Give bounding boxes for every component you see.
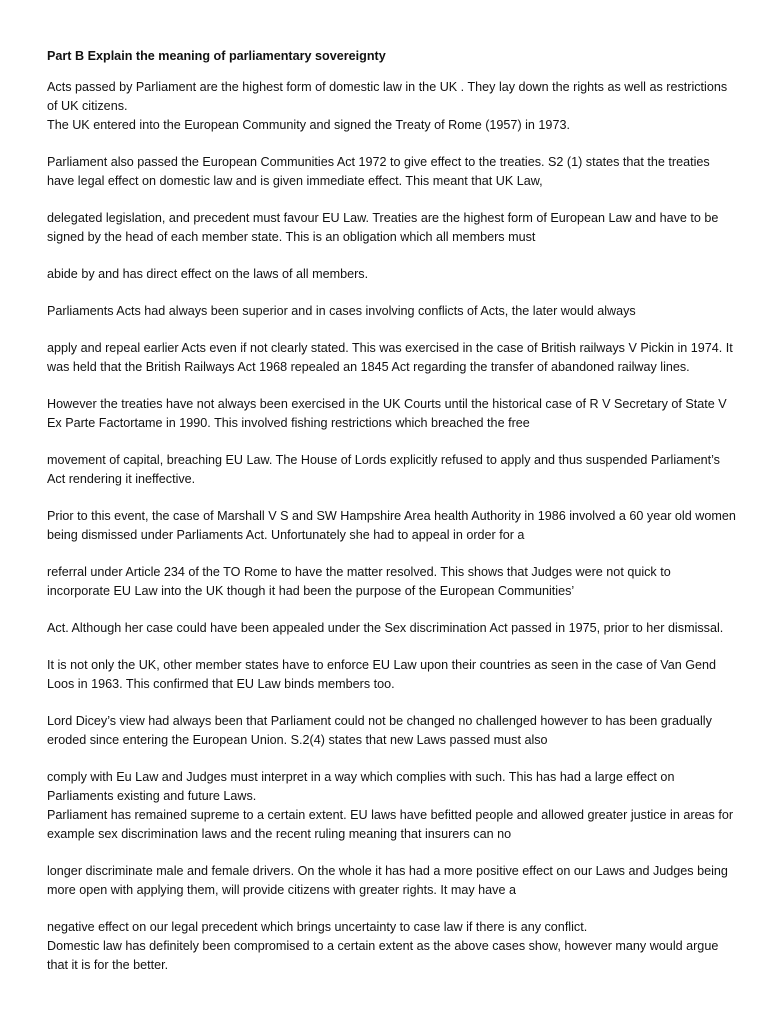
- paragraph: apply and repeal earlier Acts even if not clearly stated. This was exercised in the case of British railways V Pickin in 1974. It was held that the British Railways Act 1968 repealed an 1845 Act regarding the transfer of abandoned railway lines.: [47, 341, 733, 374]
- paragraph: negative effect on our legal precedent which brings uncertainty to case law if there is any conflict.: [47, 920, 588, 934]
- paragraph: Lord Dicey’s view had always been that Parliament could not be changed no challenged however to has been gradually eroded since entering the European Union. S.2(4) states that new Laws passed must also: [47, 714, 712, 747]
- paragraph: Domestic law has definitely been compromised to a certain extent as the above cases show, however many would argue that it is for the better.: [47, 939, 719, 972]
- paragraph: The UK entered into the European Community and signed the Treaty of Rome (1957) in 1973.: [47, 118, 570, 132]
- paragraph: Prior to this event, the case of Marshall V S and SW Hampshire Area health Authority in 1986 involved a 60 year old women being dismissed under Parliaments Act. Unfortunately she had to appeal in order for a: [47, 509, 736, 542]
- paragraph: movement of capital, breaching EU Law. The House of Lords explicitly refused to apply and thus suspended Parliament’s Act rendering it ineffective.: [47, 453, 720, 486]
- paragraph: referral under Article 234 of the TO Rome to have the matter resolved. This shows that Judges were not quick to incorporate EU Law into the UK though it had been the purpose of the European Communities’: [47, 565, 671, 598]
- paragraph: However the treaties have not always been exercised in the UK Courts until the historical case of R V Secretary of State V Ex Parte Factortame in 1990. This involved fishing restrictions which breached the free: [47, 397, 727, 430]
- document-page: [47, 47, 737, 975]
- paragraph: abide by and has direct effect on the laws of all members.: [47, 267, 369, 281]
- document-heading: Part B Explain the meaning of parliamentary sovereignty: [47, 49, 386, 63]
- paragraph: Parliament has remained supreme to a certain extent. EU laws have befitted people and allowed greater justice in areas for example sex discrimination laws and the recent ruling meaning that insurers can no: [47, 808, 734, 841]
- paragraph: Parliaments Acts had always been superior and in cases involving conflicts of Acts, the later would always: [47, 304, 636, 318]
- paragraph: Parliament also passed the European Communities Act 1972 to give effect to the treaties. S2 (1) states that the treaties have legal effect on domestic law and is given immediate effect. This meant that UK Law,: [47, 155, 710, 188]
- paragraph: longer discriminate male and female drivers. On the whole it has had a more positive effect on our Laws and Judges being more open with applying them, will provide citizens with greater rights. It may have a: [47, 864, 728, 897]
- paragraph: Acts passed by Parliament are the highest form of domestic law in the UK . They lay down the rights as well as restrictions of UK citizens.: [47, 80, 728, 113]
- paragraph: delegated legislation, and precedent must favour EU Law. Treaties are the highest form of European Law and have to be signed by the head of each member state. This is an obligation which all members must: [47, 211, 719, 244]
- paragraph: It is not only the UK, other member states have to enforce EU Law upon their countries as seen in the case of Van Gend Loos in 1963. This confirmed that EU Law binds members too.: [47, 658, 717, 691]
- paragraph: Act. Although her case could have been appealed under the Sex discrimination Act passed in 1975, prior to her dismissal.: [47, 621, 724, 635]
- paragraph: comply with Eu Law and Judges must interpret in a way which complies with such. This has had a large effect on Parliaments existing and future Laws.: [47, 770, 675, 803]
